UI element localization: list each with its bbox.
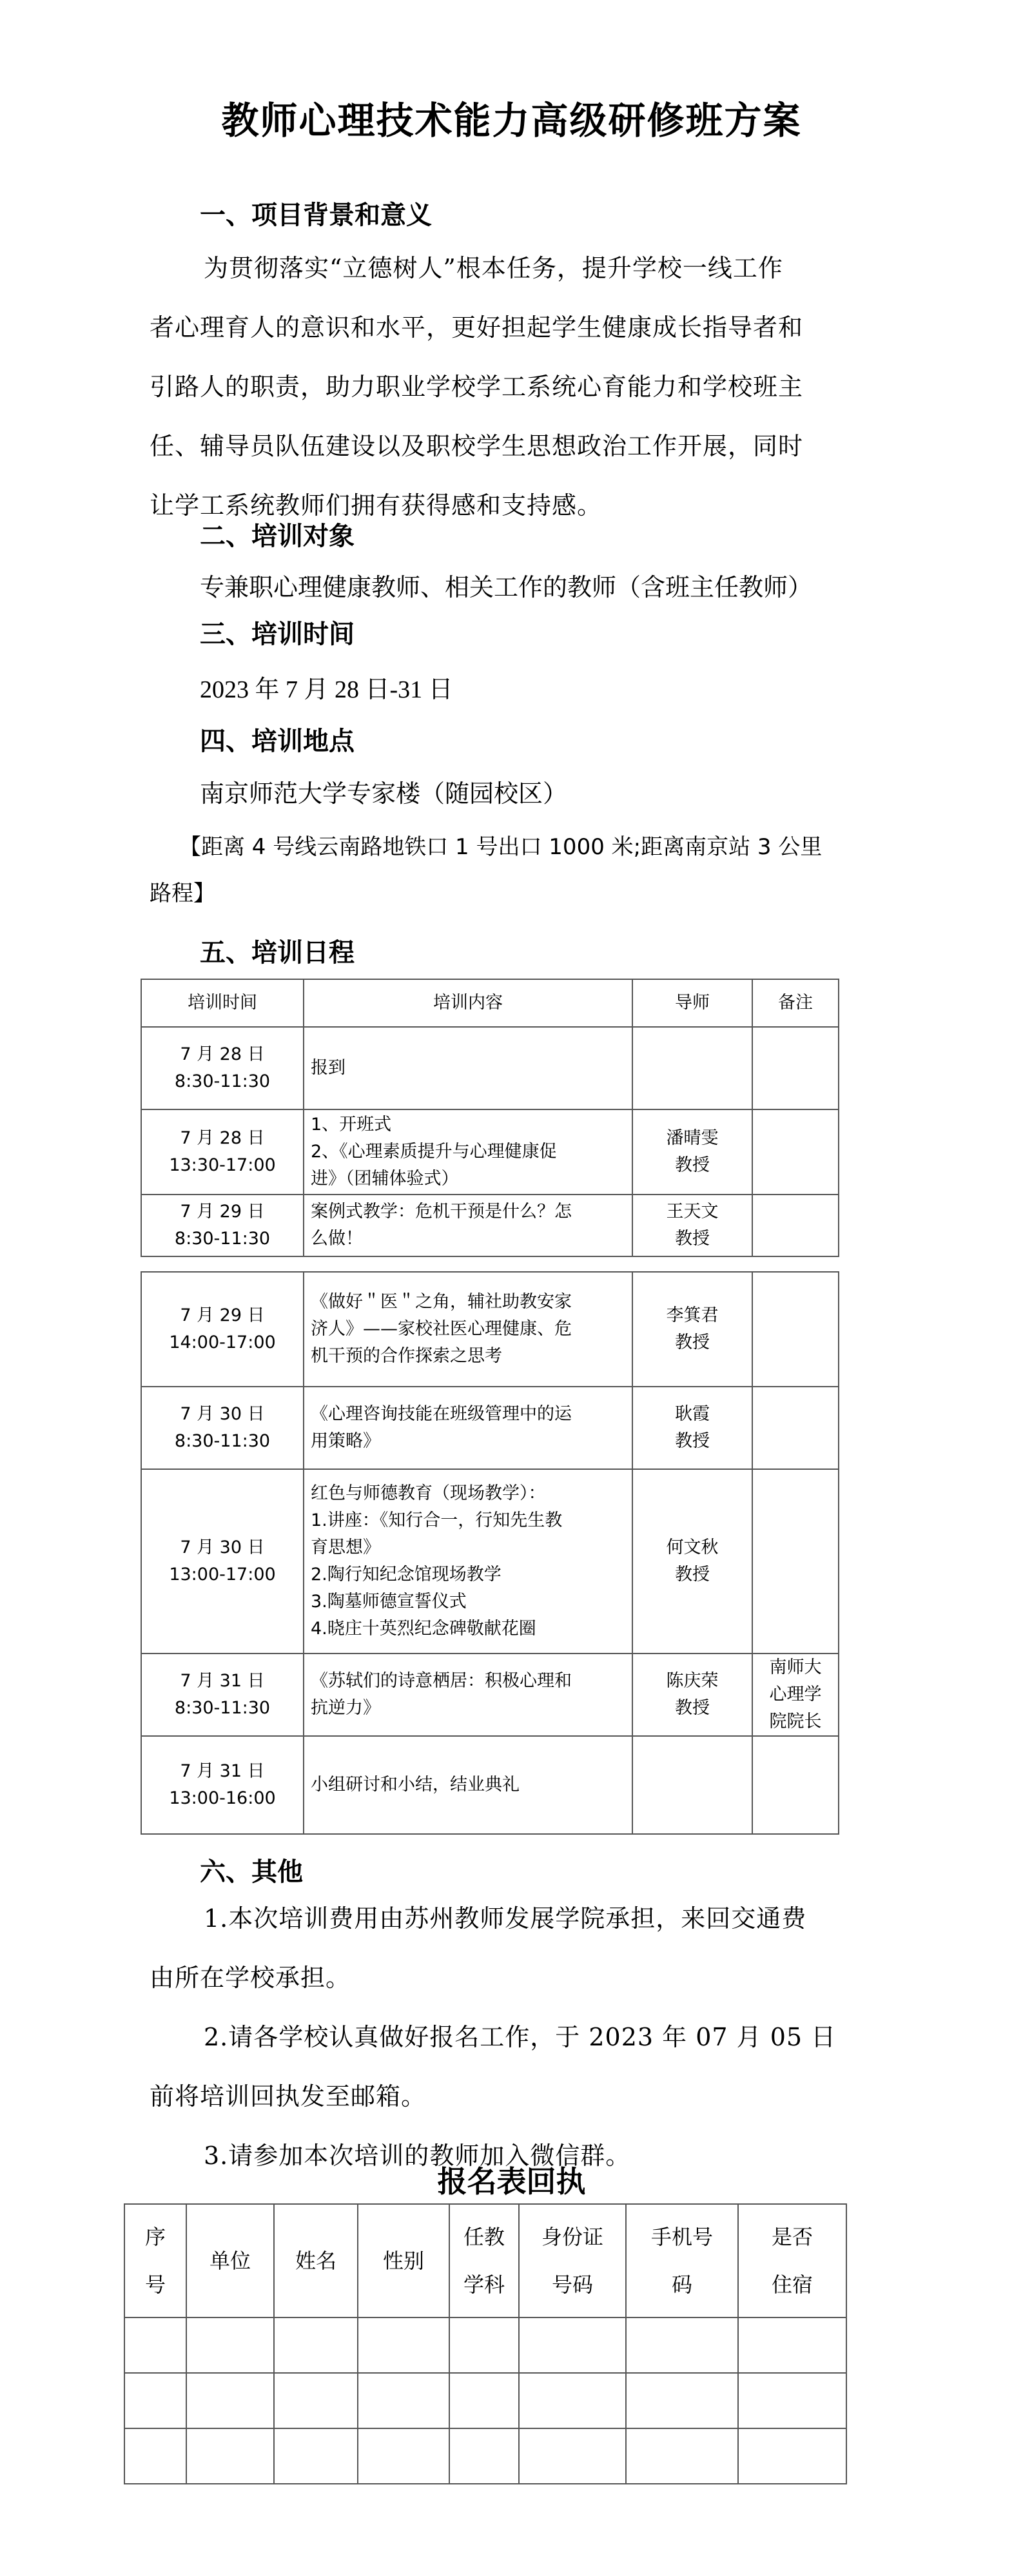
location-note bbox=[150, 824, 884, 917]
note-line: 【距离 4 号线云南路地铁口 1 号出口 1000 米;距离南京站 3 公里 bbox=[179, 834, 823, 860]
registration-header-row bbox=[124, 2204, 846, 2317]
note-cell bbox=[752, 1387, 839, 1469]
blank-cell[interactable] bbox=[186, 2317, 274, 2373]
tutor-cell: 陈庆荣 教授 bbox=[632, 1654, 752, 1736]
registration-blank-row bbox=[124, 2428, 846, 2484]
paragraph-line bbox=[150, 239, 878, 298]
paragraph-line: 引路人的职责，助力职业学校学工系统心育能力和学校班主 bbox=[150, 373, 804, 401]
content-cell: 1、开班式 2、《心理素质提升与心理健康促 进》（团辅体验式） bbox=[304, 1109, 632, 1195]
paragraph-line bbox=[150, 1889, 878, 1948]
paragraph-line: 者心理育人的意识和水平，更好担起学生健康成长指导者和 bbox=[150, 313, 804, 342]
blank-cell[interactable] bbox=[519, 2428, 626, 2484]
target-text: 专兼职心理健康教师、相关工作的教师（含班主任教师） bbox=[200, 573, 813, 601]
time-cell: 7 月 31 日 13:00-16:00 bbox=[141, 1736, 304, 1834]
table-row bbox=[141, 1469, 839, 1654]
header-cell: 身份证 号码 bbox=[519, 2204, 626, 2317]
time-text: 2023 年 7 月 28 日-31 日 bbox=[200, 676, 453, 703]
blank-cell[interactable] bbox=[626, 2317, 738, 2373]
registration-blank-row bbox=[124, 2317, 846, 2373]
note-cell bbox=[752, 1109, 839, 1195]
content-cell: 小组研讨和小结，结业典礼 bbox=[304, 1736, 632, 1834]
paragraph-line bbox=[150, 2007, 878, 2067]
registration-blank-row bbox=[124, 2373, 846, 2428]
time-cell: 7 月 29 日 8:30-11:30 bbox=[141, 1195, 304, 1256]
time-cell: 7 月 29 日 14:00-17:00 bbox=[141, 1272, 304, 1387]
content-cell: 《苏轼们的诗意栖居：积极心理和 抗逆力》 bbox=[304, 1654, 632, 1736]
tutor-cell: 李箕君 教授 bbox=[632, 1272, 752, 1387]
note-cell bbox=[752, 1195, 839, 1256]
table-row bbox=[141, 1109, 839, 1195]
blank-cell[interactable] bbox=[449, 2317, 519, 2373]
note-cell bbox=[752, 1469, 839, 1654]
content-cell: 红色与师德教育（现场教学）： 1.讲座：《知行合一，行知先生教 育思想》 2.陶行知纪念馆现场教学 3.陶墓师德宣誓仪式 4.晓庄十英烈纪念碑敬献花圈 bbox=[304, 1469, 632, 1654]
section-heading-time: 三、培训时间 bbox=[200, 620, 355, 649]
table-row bbox=[141, 1654, 839, 1736]
blank-cell[interactable] bbox=[738, 2373, 846, 2428]
text-line: 1.本次培训费用由苏州教师发展学院承担，来回交通费 bbox=[204, 1904, 807, 1933]
schedule-table-part2 bbox=[141, 1271, 839, 1835]
blank-cell[interactable] bbox=[626, 2428, 738, 2484]
table-row bbox=[141, 1027, 839, 1109]
section-heading-background: 一、项目背景和意义 bbox=[200, 200, 432, 230]
table-row bbox=[141, 1387, 839, 1469]
content-cell: 案例式教学：危机干预是什么？怎 么做！ bbox=[304, 1195, 632, 1256]
note-cell bbox=[752, 1736, 839, 1834]
paragraph-line: 由所在学校承担。 bbox=[150, 1964, 351, 1992]
note-cell: 南师大 心理学 院院长 bbox=[752, 1654, 839, 1736]
table-row bbox=[141, 1736, 839, 1834]
tutor-cell: 耿霞 教授 bbox=[632, 1387, 752, 1469]
time-cell: 7 月 28 日 13:30-17:00 bbox=[141, 1109, 304, 1195]
header-cell: 是否 住宿 bbox=[738, 2204, 846, 2317]
text-line: 为贯彻落实“立德树人”根本任务，提升学校一线工作 bbox=[204, 254, 783, 282]
blank-cell[interactable] bbox=[358, 2317, 449, 2373]
note-cell bbox=[752, 1027, 839, 1109]
note-line: 路程】 bbox=[150, 881, 215, 906]
header-cell: 姓名 bbox=[274, 2204, 358, 2317]
tutor-cell: 何文秋 教授 bbox=[632, 1469, 752, 1654]
blank-cell[interactable] bbox=[124, 2373, 186, 2428]
blank-cell[interactable] bbox=[358, 2428, 449, 2484]
section-heading-location: 四、培训地点 bbox=[200, 727, 355, 756]
header-cell: 单位 bbox=[186, 2204, 274, 2317]
schedule-table-part1 bbox=[141, 979, 839, 1257]
header-cell: 培训时间 bbox=[141, 979, 304, 1027]
blank-cell[interactable] bbox=[186, 2428, 274, 2484]
blank-cell[interactable] bbox=[738, 2428, 846, 2484]
blank-cell[interactable] bbox=[449, 2373, 519, 2428]
section-background-body bbox=[150, 239, 878, 535]
content-cell: 《心理咨询技能在班级管理中的运 用策略》 bbox=[304, 1387, 632, 1469]
registration-table bbox=[124, 2203, 847, 2484]
blank-cell[interactable] bbox=[449, 2428, 519, 2484]
time-cell: 7 月 30 日 8:30-11:30 bbox=[141, 1387, 304, 1469]
table-row bbox=[141, 1272, 839, 1387]
time-cell: 7 月 30 日 13:00-17:00 bbox=[141, 1469, 304, 1654]
blank-cell[interactable] bbox=[274, 2317, 358, 2373]
section-heading-schedule: 五、培训日程 bbox=[200, 938, 355, 968]
tutor-cell bbox=[632, 1027, 752, 1109]
blank-cell[interactable] bbox=[124, 2428, 186, 2484]
paragraph-line: 任、辅导员队伍建设以及职校学生思想政治工作开展，同时 bbox=[150, 432, 804, 460]
registration-title: 报名表回执 bbox=[437, 2164, 586, 2199]
tutor-cell bbox=[632, 1736, 752, 1834]
text-line: 3.请参加本次培训的教师加入微信群。 bbox=[204, 2142, 631, 2170]
blank-cell[interactable] bbox=[738, 2317, 846, 2373]
document-title: 教师心理技术能力高级研修班方案 bbox=[221, 99, 802, 142]
header-cell: 导师 bbox=[632, 979, 752, 1027]
text-line: 2.请各学校认真做好报名工作，于 2023 年 07 月 05 日 bbox=[204, 2023, 837, 2051]
table-header-row bbox=[141, 979, 839, 1027]
note-cell bbox=[752, 1272, 839, 1387]
blank-cell[interactable] bbox=[186, 2373, 274, 2428]
paragraph-line: 让学工系统教师们拥有获得感和支持感。 bbox=[150, 491, 603, 520]
tutor-cell: 王天文 教授 bbox=[632, 1195, 752, 1256]
table-row bbox=[141, 1195, 839, 1256]
other-body bbox=[150, 1889, 878, 2185]
time-cell: 7 月 28 日 8:30-11:30 bbox=[141, 1027, 304, 1109]
blank-cell[interactable] bbox=[274, 2373, 358, 2428]
time-cell: 7 月 31 日 8:30-11:30 bbox=[141, 1654, 304, 1736]
section-heading-target: 二、培训对象 bbox=[200, 522, 355, 551]
header-cell: 培训内容 bbox=[304, 979, 632, 1027]
content-cell: 《做好＂医＂之角，辅社助教安家 济人》——家校社医心理健康、危 机干预的合作探索之思考 bbox=[304, 1272, 632, 1387]
header-cell: 性别 bbox=[358, 2204, 449, 2317]
location-text: 南京师范大学专家楼（随园校区） bbox=[200, 779, 568, 808]
header-cell: 手机号 码 bbox=[626, 2204, 738, 2317]
content-cell: 报到 bbox=[304, 1027, 632, 1109]
blank-cell[interactable] bbox=[358, 2373, 449, 2428]
header-cell: 备注 bbox=[752, 979, 839, 1027]
tutor-cell: 潘晴雯 教授 bbox=[632, 1109, 752, 1195]
section-heading-other: 六、其他 bbox=[200, 1857, 303, 1887]
header-cell: 序 号 bbox=[124, 2204, 186, 2317]
blank-cell[interactable] bbox=[626, 2373, 738, 2428]
blank-cell[interactable] bbox=[519, 2373, 626, 2428]
paragraph-line: 前将培训回执发至邮箱。 bbox=[150, 2082, 427, 2111]
header-cell: 任教 学科 bbox=[449, 2204, 519, 2317]
blank-cell[interactable] bbox=[274, 2428, 358, 2484]
blank-cell[interactable] bbox=[124, 2317, 186, 2373]
blank-cell[interactable] bbox=[519, 2317, 626, 2373]
